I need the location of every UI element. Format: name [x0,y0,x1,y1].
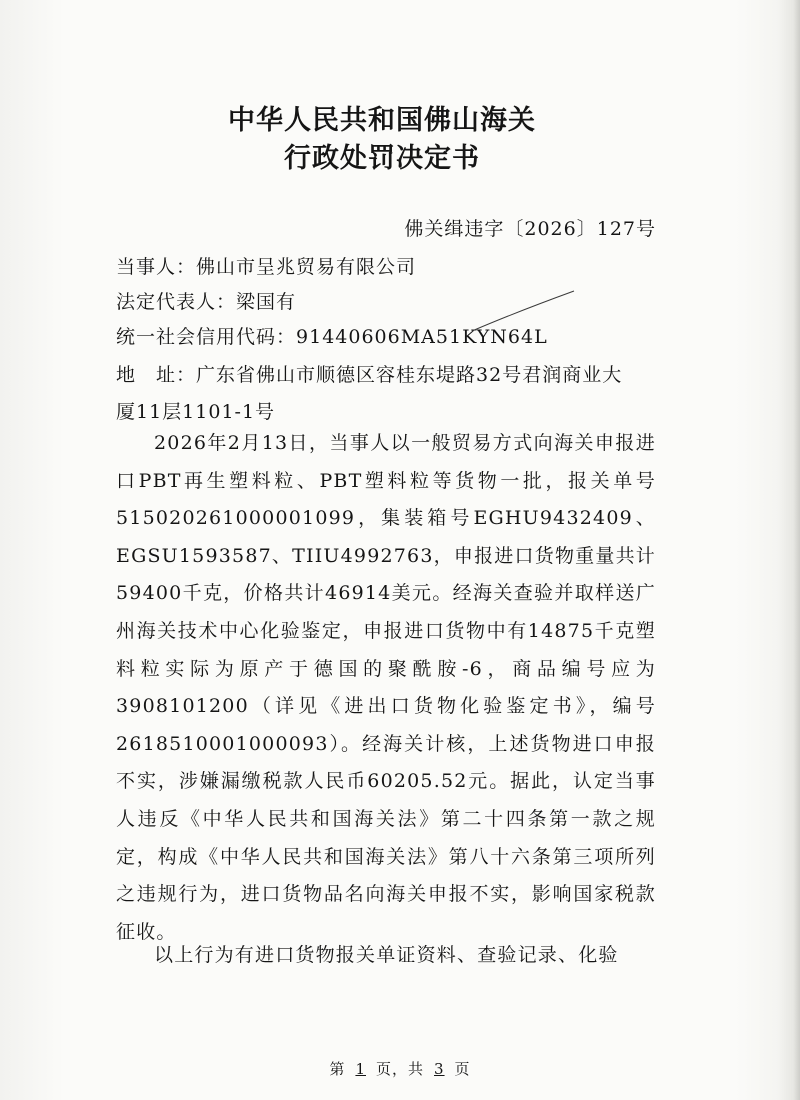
footer-current-page: 1 [355,1060,366,1078]
document-title-line2: 行政处罚决定书 [284,143,480,174]
document-title-line1: 中华人民共和国佛山海关 [228,105,536,136]
representative-label: 法定代表人： [116,291,237,313]
footer-middle: 页，共 [375,1060,424,1078]
address-value: 广东省佛山市顺德区容桂东堤路32号君润商业大 [196,364,623,386]
page-footer [0,1058,800,1079]
representative-value: 梁国有 [236,291,297,313]
party-value: 佛山市呈兆贸易有限公司 [196,256,417,278]
party-field [116,252,416,279]
address-field [116,360,622,387]
credit-code-value: 91440606MA51KYN64L [296,326,548,348]
case-facts-paragraph: 2026年2月13日，当事人以一般贸易方式向海关申报进口PBT再生塑料粒、PBT塑料粒等货物一批，报关单号515020261000001099，集装箱号EGHU9432409、EGSU1593587、TIIU4992763，申报进口货物重量共计59400千克，价格共计46914美元。经海关查验并取样送广州海关技术中心化验鉴定，申报进口货物中有14875千克塑料粒实际为原产于德国的聚酰胺-6，商品编号应为3908101200（详见《进出口货物化验鉴定书》，编号2618510001000093）。经海关计核，上述货物进口申报不实，涉嫌漏缴税款人民币60205.52元。据此，认定当事人违反《中华人民共和国海关法》第二十四条第一款之规定，构成《中华人民共和国海关法》第八十六条第三项所列之违规行为，进口货物品名向海关申报不实，影响国家税款征收。 [116,432,656,943]
evidence-paragraph: 以上行为有进口货物报关单证资料、查验记录、化验 [154,944,619,966]
pen-stroke-mark [470,285,580,335]
representative-field [116,287,296,314]
document-number: 佛关缉违字〔2026〕127号 [404,218,656,240]
footer-suffix: 页 [454,1060,471,1078]
address-label: 地 址： [116,364,197,386]
footer-prefix: 第 [329,1060,346,1078]
party-label: 当事人： [116,256,197,278]
footer-total-pages: 3 [434,1060,445,1078]
address-continuation: 厦11层1101-1号 [116,401,276,423]
credit-code-label: 统一社会信用代码： [116,326,297,348]
